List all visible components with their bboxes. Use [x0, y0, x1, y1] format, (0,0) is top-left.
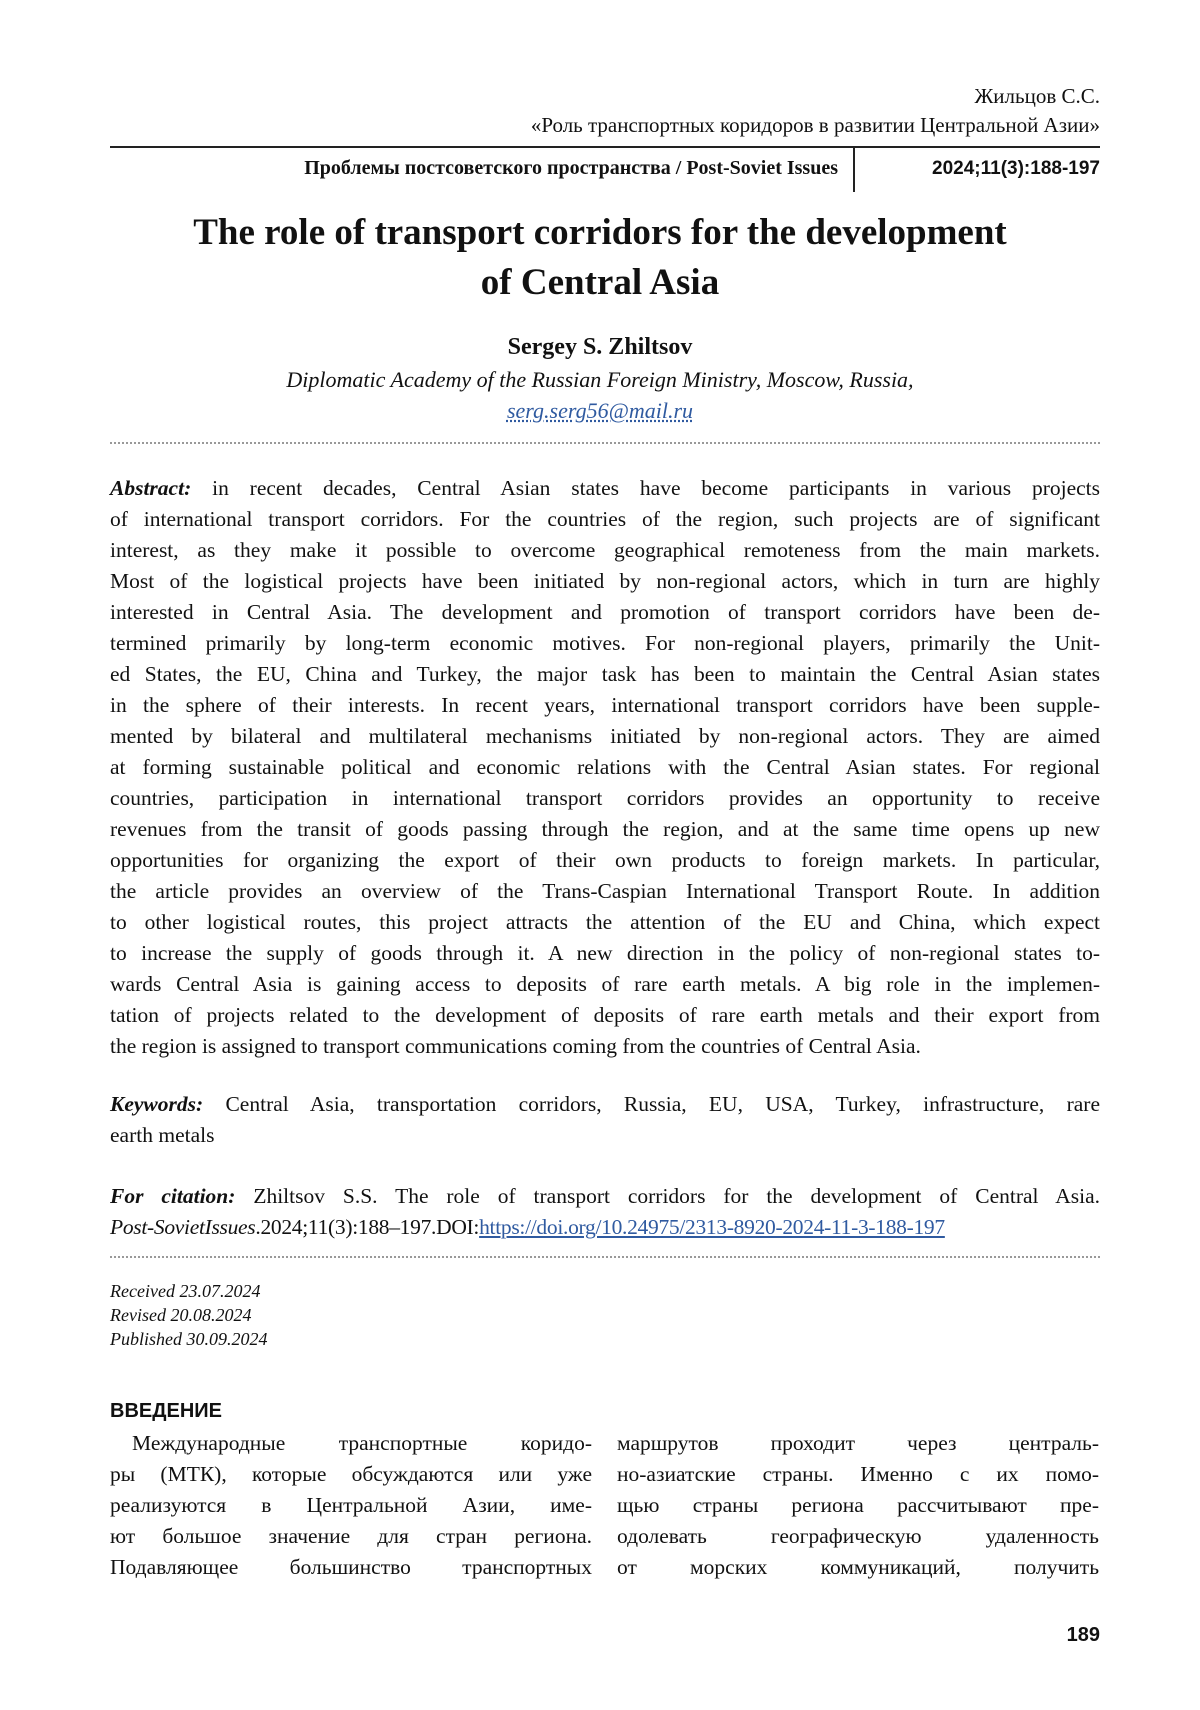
- keywords-label: Keywords:: [110, 1092, 203, 1116]
- abstract-text: interested in Central Asia. The development and promotion of transport corridors have been de-: [110, 600, 1100, 624]
- abstract-line: [110, 628, 1100, 659]
- divider-dotted: [110, 442, 1100, 444]
- citation-line-1: [110, 1181, 1100, 1212]
- divider-dotted: [110, 1256, 1100, 1258]
- abstract-line: [110, 504, 1100, 535]
- keywords-line-1: [110, 1089, 1100, 1120]
- journal-name: Проблемы постсоветского пространства / Post-Soviet Issues: [304, 157, 838, 180]
- right-column-line: маршрутов проходит через централь-: [617, 1428, 1099, 1459]
- abstract-text: to increase the supply of goods through it. A new direction in the policy of non-regional states to-: [110, 941, 1100, 965]
- abstract-line: [110, 566, 1100, 597]
- left-column-line: Подавляющее большинство транспортных: [110, 1552, 592, 1583]
- abstract-text: in recent decades, Central Asian states have become participants in various projects: [212, 476, 1100, 500]
- abstract-line: [110, 752, 1100, 783]
- abstract-line: [110, 969, 1100, 1000]
- abstract-text: ed States, the EU, China and Turkey, the major task has been to maintain the Central Asian states: [110, 662, 1100, 686]
- abstract-line: [110, 597, 1100, 628]
- right-column-line: одолевать географическую удаленность: [617, 1521, 1099, 1552]
- date-received: Received 23.07.2024: [110, 1281, 260, 1302]
- date-published: Published 30.09.2024: [110, 1329, 268, 1350]
- abstract-label: Abstract:: [110, 476, 191, 500]
- abstract-text: termined primarily by long-term economic motives. For non-regional players, primarily the Unit-: [110, 631, 1100, 655]
- author-name: Sergey S. Zhiltsov: [0, 334, 1200, 361]
- abstract-text: interest, as they make it possible to overcome geographical remoteness from the main markets.: [110, 538, 1100, 562]
- abstract-text: the article provides an overview of the Trans-Caspian International Transport Route. In addition: [110, 879, 1100, 903]
- author-affiliation: Diplomatic Academy of the Russian Foreign Ministry, Moscow, Russia,: [0, 367, 1200, 393]
- citation-label: For citation:: [110, 1184, 235, 1208]
- abstract-text: in the sphere of their interests. In recent years, international transport corridors have been supple-: [110, 693, 1100, 717]
- running-header-title: «Роль транспортных коридоров в развитии Центральной Азии»: [531, 113, 1100, 138]
- abstract-line: [110, 690, 1100, 721]
- abstract-text: tation of projects related to the development of deposits of rare earth metals and their export from: [110, 1003, 1100, 1027]
- abstract-text: to other logistical routes, this project attracts the attention of the EU and China, which expect: [110, 910, 1100, 934]
- author-email: [0, 398, 1200, 424]
- page-number: 189: [1067, 1624, 1100, 1647]
- article-title-line-2: of Central Asia: [0, 258, 1200, 308]
- abstract-text: opportunities for organizing the export of their own products to foreign markets. In particular,: [110, 848, 1100, 872]
- abstract-text: the region is assigned to transport communications coming from the countries of Central Asia.: [110, 1034, 921, 1058]
- abstract-text: revenues from the transit of goods passing through the region, and at the same time opens up new: [110, 817, 1100, 841]
- abstract-line: [110, 1031, 1100, 1062]
- section-heading: ВВЕДЕНИЕ: [110, 1400, 222, 1423]
- header-separator: [853, 148, 855, 192]
- left-column-line: реализуются в Центральной Азии, име-: [110, 1490, 592, 1521]
- left-column-line: Международные транспортные коридо-: [110, 1428, 592, 1459]
- abstract-text: countries, participation in international transport corridors provides an opportunity to receive: [110, 786, 1100, 810]
- abstract-line: [110, 783, 1100, 814]
- left-column-line: ют большое значение для стран региона.: [110, 1521, 592, 1552]
- abstract-line: [110, 721, 1100, 752]
- email-link[interactable]: serg.serg56@mail.ru: [507, 398, 693, 423]
- abstract-line: [110, 907, 1100, 938]
- citation-line-2: [110, 1212, 1100, 1243]
- right-column-line: но-азиатские страны. Именно с их помо-: [617, 1459, 1099, 1490]
- citation-details: .2024;11(3):188–197.DOI:: [255, 1215, 479, 1239]
- abstract-line: [110, 1000, 1100, 1031]
- abstract-line: [110, 535, 1100, 566]
- right-column-line: щью страны региона рассчитывают пре-: [617, 1490, 1099, 1521]
- abstract-text: at forming sustainable political and economic relations with the Central Asian states. For regional: [110, 755, 1100, 779]
- left-column-line: ры (МТК), которые обсуждаются или уже: [110, 1459, 592, 1490]
- header-rule: [110, 146, 1100, 148]
- doi-link[interactable]: https://doi.org/10.24975/2313-8920-2024-11-3-188-197: [479, 1215, 945, 1239]
- abstract-text: Most of the logistical projects have been initiated by non-regional actors, which in turn are highly: [110, 569, 1100, 593]
- abstract-text: wards Central Asia is gaining access to deposits of rare earth metals. A big role in the implemen-: [110, 972, 1100, 996]
- right-column-line: от морских коммуникаций, получить: [617, 1552, 1099, 1583]
- running-header-author: Жильцов С.С.: [974, 84, 1100, 109]
- article-title-line-1: The role of transport corridors for the development: [0, 208, 1200, 258]
- keywords-line-2: earth metals: [110, 1120, 1100, 1151]
- abstract-line: [110, 473, 1100, 504]
- abstract-line: [110, 876, 1100, 907]
- citation-text: Zhiltsov S.S. The role of transport corridors for the development of Central Asia.: [253, 1184, 1100, 1208]
- journal-issue: 2024;11(3):188-197: [932, 158, 1100, 180]
- citation-journal: Post-SovietIssues: [110, 1215, 255, 1239]
- abstract-line: [110, 814, 1100, 845]
- abstract-line: [110, 659, 1100, 690]
- abstract-line: [110, 938, 1100, 969]
- abstract-line: [110, 845, 1100, 876]
- keywords-text: Central Asia, transportation corridors, Russia, EU, USA, Turkey, infrastructure, rare: [225, 1092, 1100, 1116]
- date-revised: Revised 20.08.2024: [110, 1305, 251, 1326]
- abstract-text: mented by bilateral and multilateral mechanisms initiated by non-regional actors. They are aimed: [110, 724, 1100, 748]
- abstract-text: of international transport corridors. For the countries of the region, such projects are of significant: [110, 507, 1100, 531]
